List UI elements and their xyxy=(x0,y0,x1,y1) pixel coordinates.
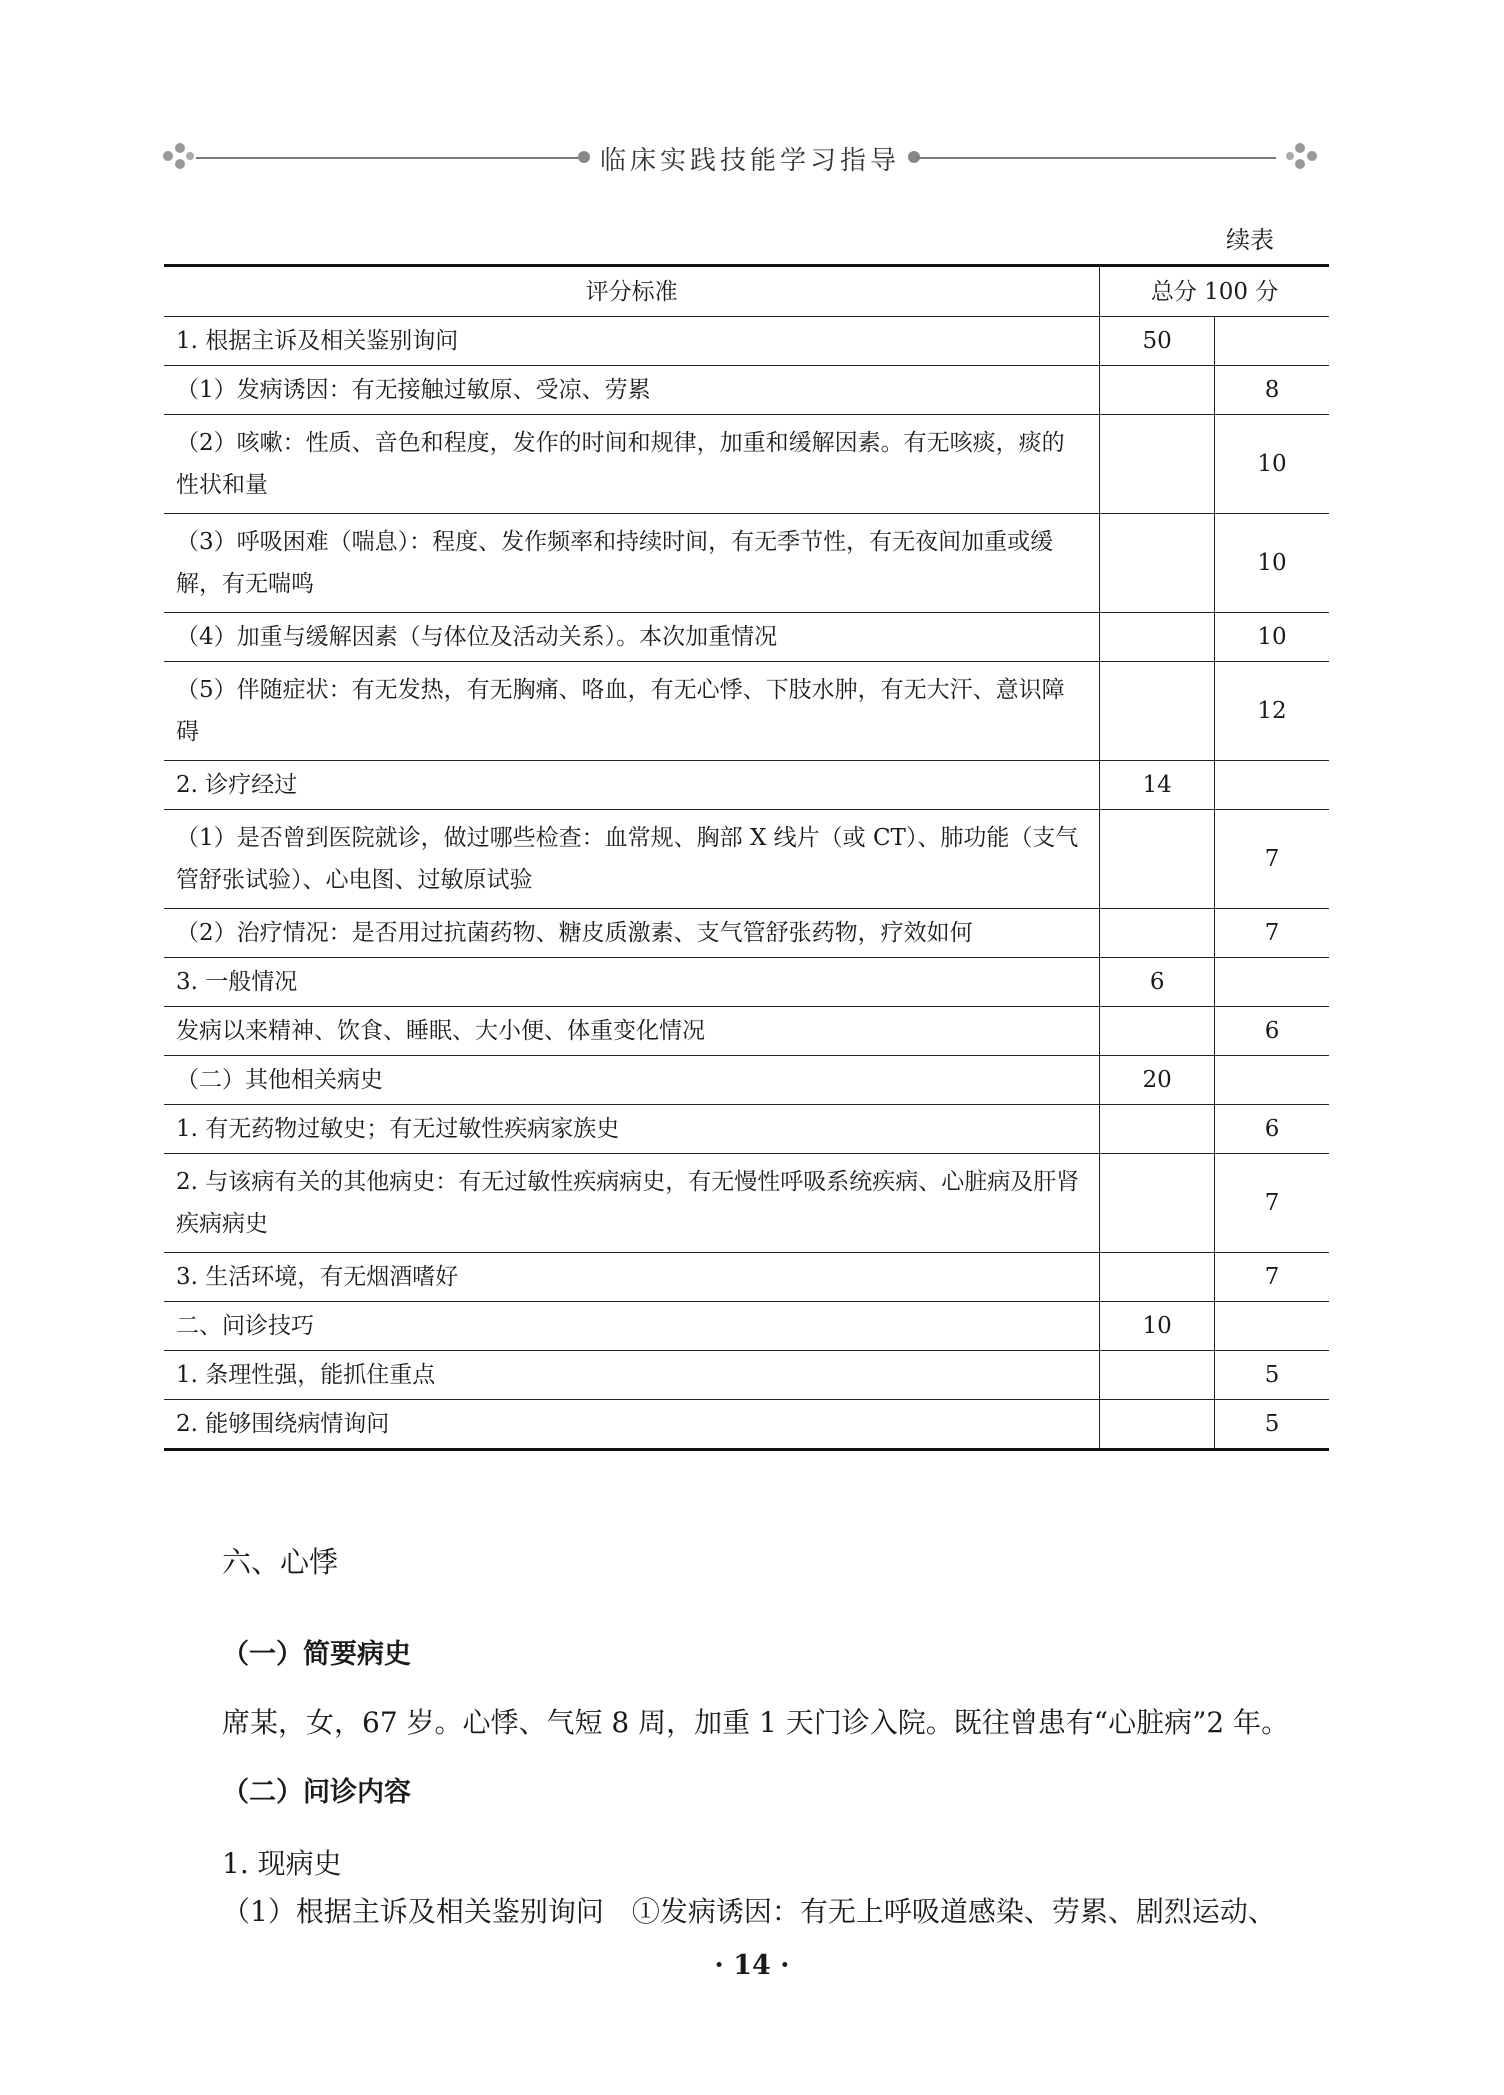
table-row: （2）治疗情况：是否用过抗菌药物、糖皮质激素、支气管舒张药物，疗效如何 7 xyxy=(164,909,1329,958)
header-total: 总分 100 分 xyxy=(1100,266,1329,317)
scoring-table xyxy=(164,264,1329,1451)
header-rule-right xyxy=(916,157,1276,159)
continued-label: 续表 xyxy=(1226,226,1274,254)
table-row: （1）是否曾到医院就诊，做过哪些检查：血常规、胸部 X 线片（或 CT）、肺功能（支气管舒张试验）、心电图、过敏原试验 7 xyxy=(164,810,1329,909)
table-row: 1. 有无药物过敏史；有无过敏性疾病家族史 6 xyxy=(164,1105,1329,1154)
table-row: 发病以来精神、饮食、睡眠、大小便、体重变化情况 6 xyxy=(164,1007,1329,1056)
table-row: （5）伴随症状：有无发热，有无胸痛、咯血，有无心悸、下肢水肿，有无大汗、意识障碍 12 xyxy=(164,662,1329,761)
table-row: 3. 生活环境，有无烟酒嗜好 7 xyxy=(164,1253,1329,1302)
floral-ornament-icon xyxy=(160,136,200,176)
table-header-row xyxy=(164,266,1329,317)
subsection-heading-inquiry: （二）问诊内容 xyxy=(222,1777,411,1808)
table-row: （二）其他相关病史 20 xyxy=(164,1056,1329,1105)
header-title: 临床实践技能学习指导 xyxy=(600,146,901,176)
header-dot-left xyxy=(578,151,590,163)
table-row: （1）发病诱因：有无接触过敏原、受凉、劳累 8 xyxy=(164,366,1329,415)
list-item-present-illness: 1. 现病史 xyxy=(222,1847,342,1880)
case-history-paragraph: 席某，女，67 岁。心悸、气短 8 周，加重 1 天门诊入院。既往曾患有“心脏病”2 年。 xyxy=(222,1706,1290,1739)
floral-ornament-icon xyxy=(1280,136,1320,176)
table-row: （3）呼吸困难（喘息）：程度、发作频率和持续时间，有无季节性，有无夜间加重或缓解，有无喘鸣 10 xyxy=(164,514,1329,613)
table-row: 2. 与该病有关的其他病史：有无过敏性疾病病史，有无慢性呼吸系统疾病、心脏病及肝肾疾病病史 7 xyxy=(164,1154,1329,1253)
subsection-heading-history: （一）简要病史 xyxy=(222,1639,411,1670)
table-row: （4）加重与缓解因素（与体位及活动关系）。本次加重情况 10 xyxy=(164,613,1329,662)
page-number: · 14 · xyxy=(714,1950,790,1981)
table-row: 二、问诊技巧 10 xyxy=(164,1302,1329,1351)
list-item-inquiry-detail: （1）根据主诉及相关鉴别询问 ①发病诱因：有无上呼吸道感染、劳累、剧烈运动、 xyxy=(222,1895,1276,1928)
section-title: 六、心悸 xyxy=(222,1545,339,1579)
header-criteria: 评分标准 xyxy=(164,266,1100,317)
running-header xyxy=(160,136,1330,176)
table-row: 2. 能够围绕病情询问 5 xyxy=(164,1400,1329,1450)
table-row: 1. 根据主诉及相关鉴别询问 50 xyxy=(164,317,1329,366)
table-row: 3. 一般情况 6 xyxy=(164,958,1329,1007)
table-row: 2. 诊疗经过 14 xyxy=(164,761,1329,810)
table-row: （2）咳嗽：性质、音色和程度，发作的时间和规律，加重和缓解因素。有无咳痰，痰的性状和量 10 xyxy=(164,415,1329,514)
header-rule-left xyxy=(196,157,586,159)
table-row: 1. 条理性强，能抓住重点 5 xyxy=(164,1351,1329,1400)
